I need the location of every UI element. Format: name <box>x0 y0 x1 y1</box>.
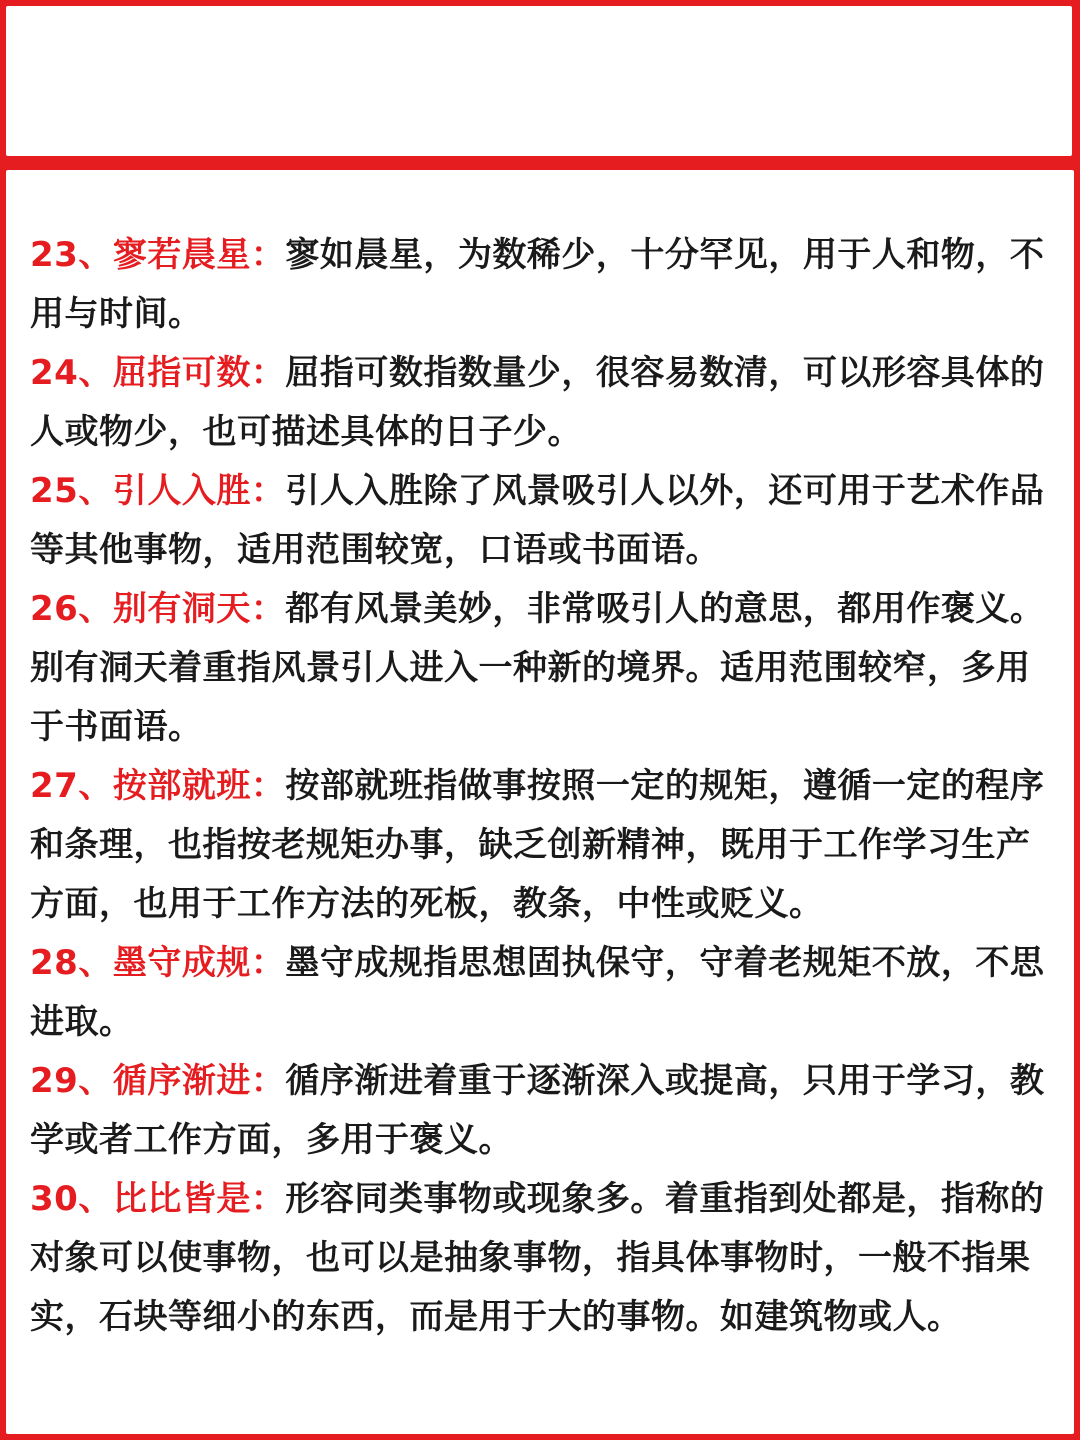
idiom-entry-28 <box>30 934 1050 1052</box>
idiom-term: 26、别有洞天： <box>30 589 286 629</box>
idiom-definition: 形容同类事物或现象多。着重指到处都是，指称的对象可以使事物，也可以是抽象事物，指具体事物时，一般不指果实，石块等细小的东西，而是用于大的事物。如建筑物或人。 <box>30 1179 1045 1337</box>
idiom-entry-26 <box>30 580 1050 757</box>
idiom-term: 28、墨守成规： <box>30 943 286 983</box>
header-blank-panel <box>6 6 1072 156</box>
idiom-term: 29、循序渐进： <box>30 1061 286 1101</box>
idiom-definition: 都有风景美妙，非常吸引人的意思，都用作褒义。别有洞天着重指风景引人进入一种新的境界。适用范围较窄，多用于书面语。 <box>30 589 1045 747</box>
idiom-term: 23、寥若晨星： <box>30 235 286 275</box>
idiom-definition: 循序渐进着重于逐渐深入或提高，只用于学习，教学或者工作方面，多用于褒义。 <box>30 1061 1045 1160</box>
idiom-entry-25 <box>30 462 1050 580</box>
idiom-entry-27 <box>30 757 1050 934</box>
idiom-entry-29 <box>30 1052 1050 1170</box>
idiom-definition: 按部就班指做事按照一定的规矩，遵循一定的程序和条理，也指按老规矩办事，缺乏创新精神，既用于工作学习生产方面，也用于工作方法的死板，教条，中性或贬义。 <box>30 766 1045 924</box>
idiom-definition: 寥如晨星，为数稀少，十分罕见，用于人和物，不用与时间。 <box>30 235 1045 334</box>
idiom-term: 27、按部就班： <box>30 766 286 806</box>
idiom-entry-24 <box>30 344 1050 462</box>
idiom-definition: 屈指可数指数量少，很容易数清，可以形容具体的人或物少，也可描述具体的日子少。 <box>30 353 1045 452</box>
idiom-definition: 墨守成规指思想固执保守，守着老规矩不放，不思进取。 <box>30 943 1045 1042</box>
idiom-entry-23 <box>30 226 1050 344</box>
idiom-definition: 引人入胜除了风景吸引人以外，还可用于艺术作品等其他事物，适用范围较宽，口语或书面语。 <box>30 471 1045 570</box>
idiom-entry-30 <box>30 1170 1050 1347</box>
idiom-term: 25、引人入胜： <box>30 471 286 511</box>
idiom-list <box>30 226 1050 1347</box>
content-panel <box>6 170 1074 1434</box>
idiom-term: 24、屈指可数： <box>30 353 286 393</box>
idiom-term: 30、比比皆是： <box>30 1179 286 1219</box>
